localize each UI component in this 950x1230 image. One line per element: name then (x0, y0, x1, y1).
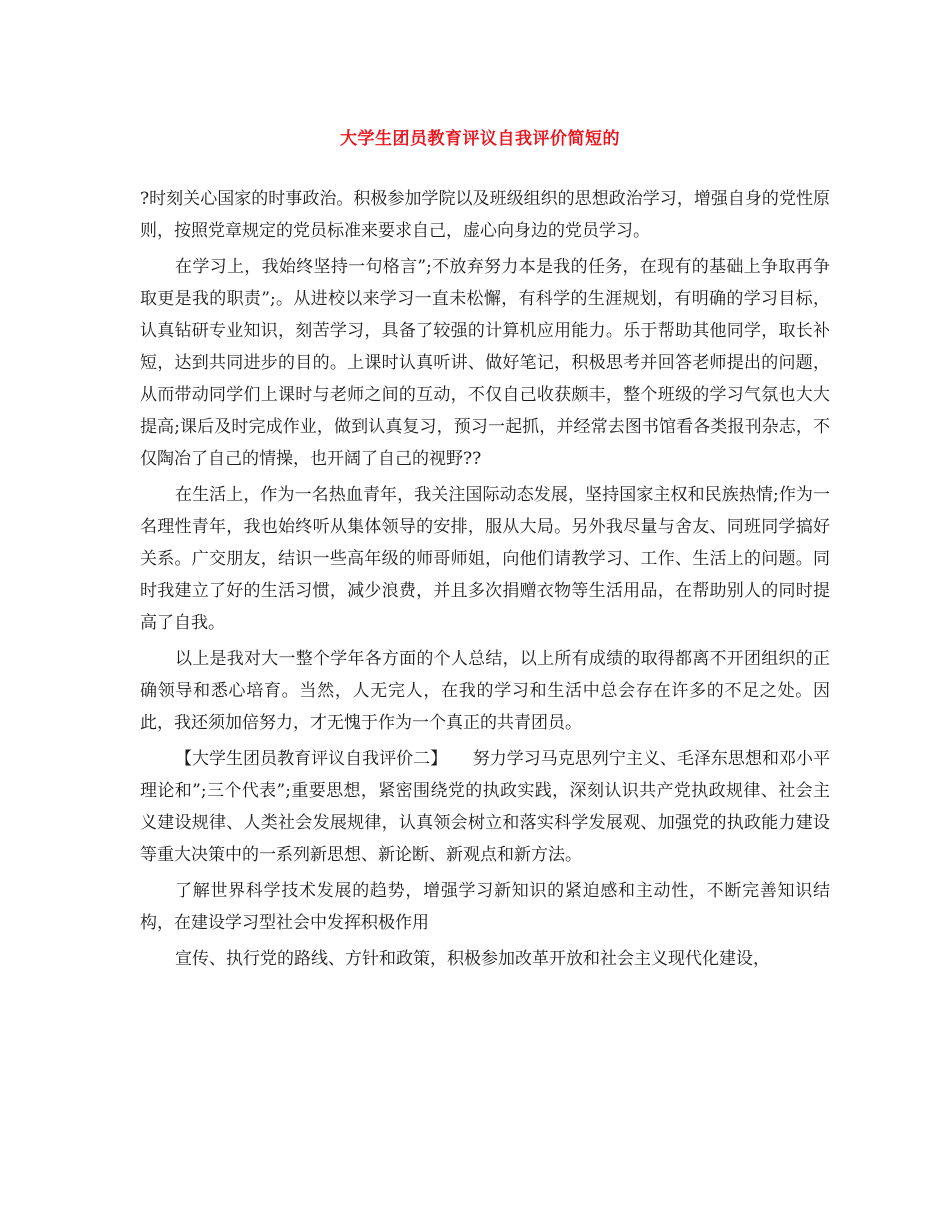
paragraph-5: 【大学生团员教育评议自我评价二】 努力学习马克思列宁主义、毛泽东思想和邓小平理论和”;三个代表”;重要思想，紧密围绕党的执政实践，深刻认识共产党执政规律、社会主义建设规律、人类社会发展规律，认真领会树立和落实科学发展观、加强党的执政能力建设等重大决策中的一系列新思想、新论断、新观点和新方法。 (140, 749, 830, 865)
paragraph-7: 宣传、执行党的路线、方针和政策，积极参加改革开放和社会主义现代化建设， (175, 949, 770, 969)
paragraph-1: ?时刻关心国家的时事政治。积极参加学院以及班级组织的思想政治学习，增强自身的党性原则，按照党章规定的党员标准来要求自己，虚心向身边的党员学习。 (140, 189, 830, 241)
document-body (140, 183, 830, 975)
paragraph-2: 在学习上，我始终坚持一句格言”;不放弃努力本是我的任务，在现有的基础上争取再争取更是我的职责”;。从进校以来学习一直未松懈，有科学的生涯规划，有明确的学习目标，认真钻研专业知识，刻苦学习，具备了较强的计算机应用能力。乐于帮助其他同学，取长补短，达到共同进步的目的。上课时认真听讲、做好笔记，积极思考并回答老师提出的问题，从而带动同学们上课时与老师之间的互动，不仅自己收获颇丰，整个班级的学习气氛也大大提高;课后及时完成作业，做到认真复习，预习一起抓，并经常去图书馆看各类报刊杂志，不仅陶冶了自己的情操，也开阔了自己的视野?? (140, 257, 830, 469)
paragraph-4: 以上是我对大一整个学年各方面的个人总结，以上所有成绩的取得都离不开团组织的正确领导和悉心培育。当然，人无完人，在我的学习和生活中总会存在许多的不足之处。因此，我还须加倍努力，才无愧于作为一个真正的共青团员。 (140, 649, 830, 733)
document-title: 大学生团员教育评议自我评价简短的 (340, 129, 620, 149)
paragraph-3: 在生活上，作为一名热血青年，我关注国际动态发展，坚持国家主权和民族热情;作为一名理性青年，我也始终听从集体领导的安排，服从大局。另外我尽量与舍友、同班同学搞好关系。广交朋友，结识一些高年级的师哥师姐，向他们请教学习、工作、生活上的问题。同时我建立了好的生活习惯，减少浪费，并且多次捐赠衣物等生活用品，在帮助别人的同时提高了自我。 (140, 485, 830, 633)
paragraph-6: 了解世界科学技术发展的趋势，增强学习新知识的紧迫感和主动性，不断完善知识结构，在建设学习型社会中发挥积极作用 (140, 881, 830, 933)
